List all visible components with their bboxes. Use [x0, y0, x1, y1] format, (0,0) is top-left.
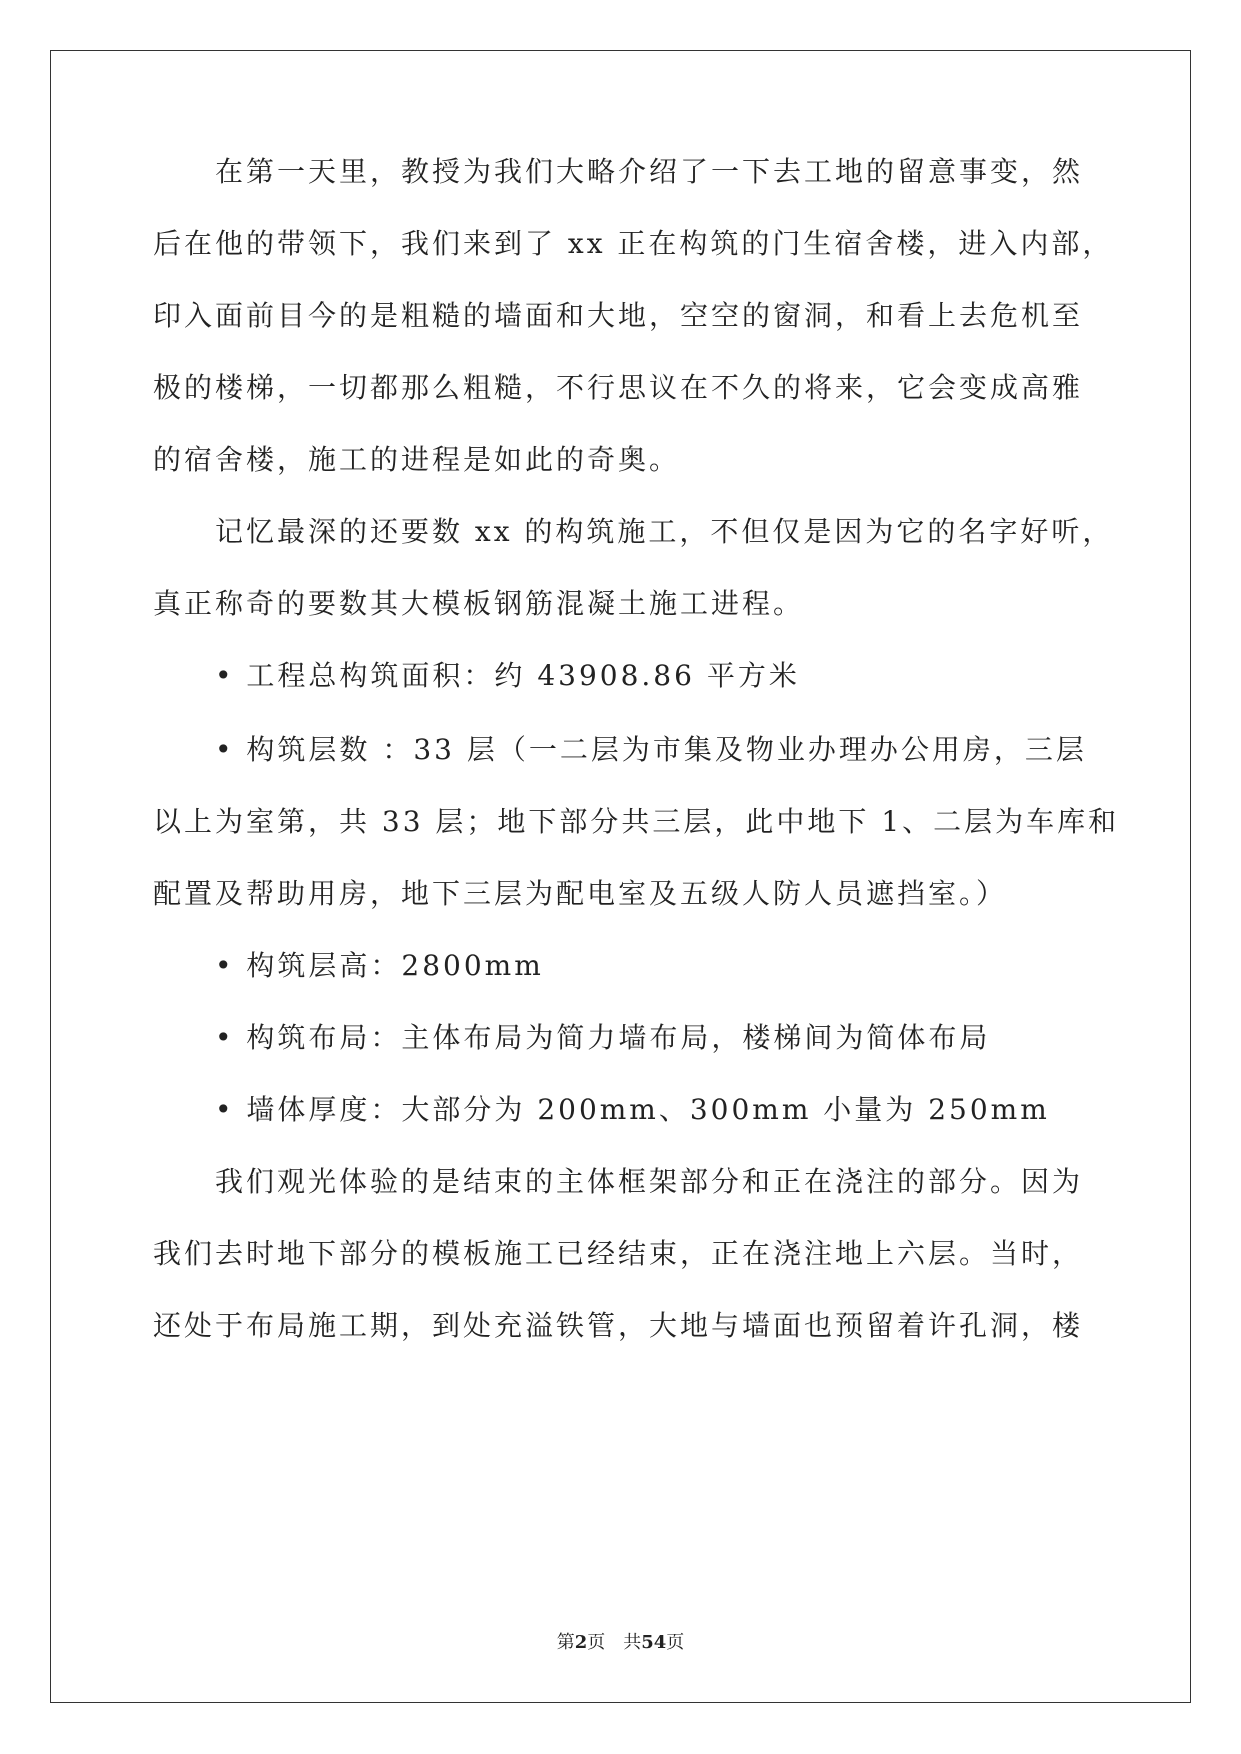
paragraph-1-line-1: 在第一天里，教授为我们大略介绍了一下去工地的留意事变，然: [215, 155, 1084, 188]
paragraph-visit-line-1: 我们观光体验的是结束的主体框架部分和正在浇注的部分。因为: [215, 1165, 1084, 1198]
footer-total-prefix: 共: [623, 1632, 642, 1653]
paragraph-1-line-5: 的宿舍楼，施工的进程是如此的奇奥。: [153, 443, 681, 476]
footer-total-pages: 54: [641, 1632, 667, 1653]
paragraph-visit-line-3: 还处于布局施工期，到处充溢铁管，大地与墙面也预留着许孔洞，楼: [153, 1309, 1084, 1342]
footer-page-number: 2: [574, 1632, 588, 1653]
bullet-floors-line-1: • 构筑层数 ：33 层（一二层为市集及物业办理办公用房，三层: [215, 733, 1087, 766]
paragraph-1-line-3: 印入面前目今的是粗糙的墙面和大地，空空的窗洞，和看上去危机至: [153, 299, 1084, 332]
bullet-floors-line-3: 配置及帮助用房，地下三层为配电室及五级人防人员遮挡室。）: [153, 877, 1008, 910]
paragraph-1-line-2: 后在他的带领下，我们来到了 xx 正在构筑的门生宿舍楼，进入内部，: [153, 227, 1114, 260]
footer-prefix: 第: [556, 1632, 575, 1653]
bullet-structure: • 构筑布局：主体布局为简力墙布局，楼梯间为简体布局: [215, 1021, 991, 1054]
page-footer: [0, 1628, 1241, 1654]
footer-page-suffix: 页: [587, 1632, 606, 1653]
bullet-wall-thickness: • 墙体厚度：大部分为 200mm、300mm 小量为 250mm: [215, 1093, 1050, 1126]
paragraph-2-line-1: 记忆最深的还要数 xx 的构筑施工，不但仅是因为它的名字好听，: [215, 515, 1114, 548]
paragraph-1-line-4: 极的楼梯，一切都那么粗糙，不行思议在不久的将来，它会变成高雅: [153, 371, 1084, 404]
footer-total-suffix: 页: [666, 1632, 685, 1653]
paragraph-2-line-2: 真正称奇的要数其大模板钢筋混凝土施工进程。: [153, 587, 805, 620]
bullet-floors-line-2: 以上为室第，共 33 层；地下部分共三层，此中地下 1、二层为车库和: [153, 805, 1120, 838]
paragraph-visit-line-2: 我们去时地下部分的模板施工已经结束，正在浇注地上六层。当时，: [153, 1237, 1084, 1270]
bullet-floor-height: • 构筑层高：2800mm: [215, 949, 544, 982]
bullet-total-area: • 工程总构筑面积：约 43908.86 平方米: [215, 659, 800, 692]
